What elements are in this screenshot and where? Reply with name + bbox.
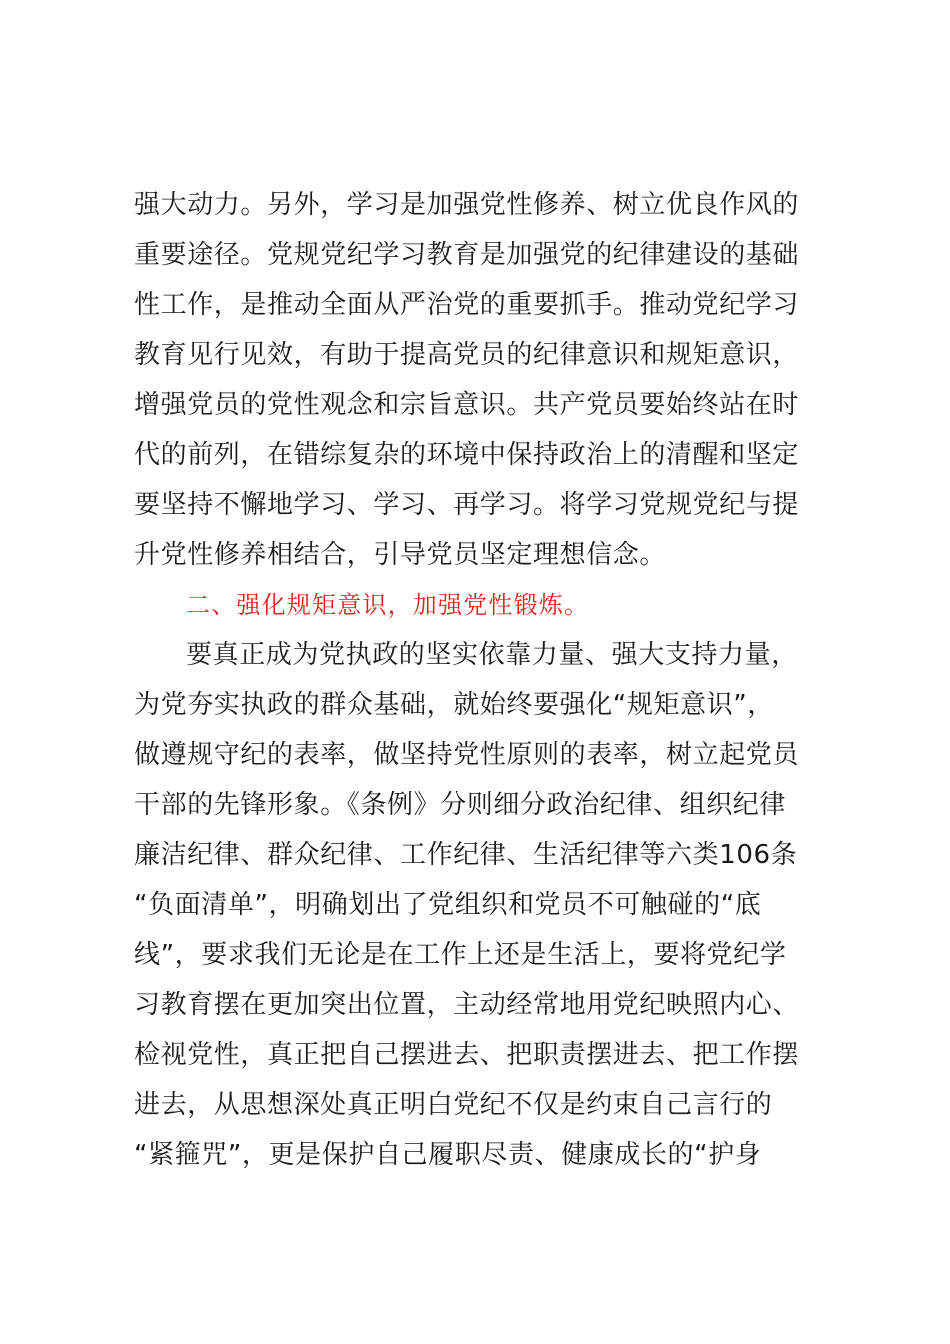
text-line: 进去，从思想深处真正明白党纪不仅是约束自己言行的 [134,1090,773,1120]
text-line: 干部的先锋形象。《条例》分则细分政治纪律、组织纪律 [134,790,787,820]
text-line: “紧箍咒”，更是保护自己履职尽责、健康成长的“护身 [134,1140,762,1170]
document-body [134,180,834,1180]
text-line: 升党性修养相结合，引导党员坚定理想信念。 [134,540,667,570]
text-line: 检视党性，真正把自己摆进去、把职责摆进去、把工作摆 [134,1040,800,1070]
text-line: 为党夯实执政的群众基础，就始终要强化“规矩意识”， [134,690,774,720]
text-line: 强大动力。另外，学习是加强党性修养、树立优良作风的 [134,190,800,220]
text-line: 代的前列，在错综复杂的环境中保持政治上的清醒和坚定 [134,440,800,470]
text-line: 廉洁纪律、群众纪律、工作纪律、生活纪律等六类106条 [134,840,798,870]
text-line: 要坚持不懈地学习、学习、再学习。将学习党规党纪与提 [134,490,800,520]
text-line: 线”，要求我们无论是在工作上还是生活上，要将党纪学 [134,940,787,970]
text-line: 习教育摆在更加突出位置，主动经常地用党纪映照内心、 [134,990,800,1020]
text-line: 增强党员的党性观念和宗旨意识。共产党员要始终站在时 [134,390,800,420]
paragraph-first-line: 要真正成为党执政的坚实依靠力量、强大支持力量， [186,640,798,670]
section-heading: 二、强化规矩意识，加强党性锻炼。 [186,591,590,619]
text-line: “负面清单”，明确划出了党组织和党员不可触碰的“底 [134,890,762,920]
text-line: 性工作，是推动全面从严治党的重要抓手。推动党纪学习 [134,290,800,320]
text-line: 做遵规守纪的表率，做坚持党性原则的表率，树立起党员 [134,740,800,770]
text-line: 重要途径。党规党纪学习教育是加强党的纪律建设的基础 [134,240,800,270]
text-line: 教育见行见效，有助于提高党员的纪律意识和规矩意识， [134,340,800,370]
